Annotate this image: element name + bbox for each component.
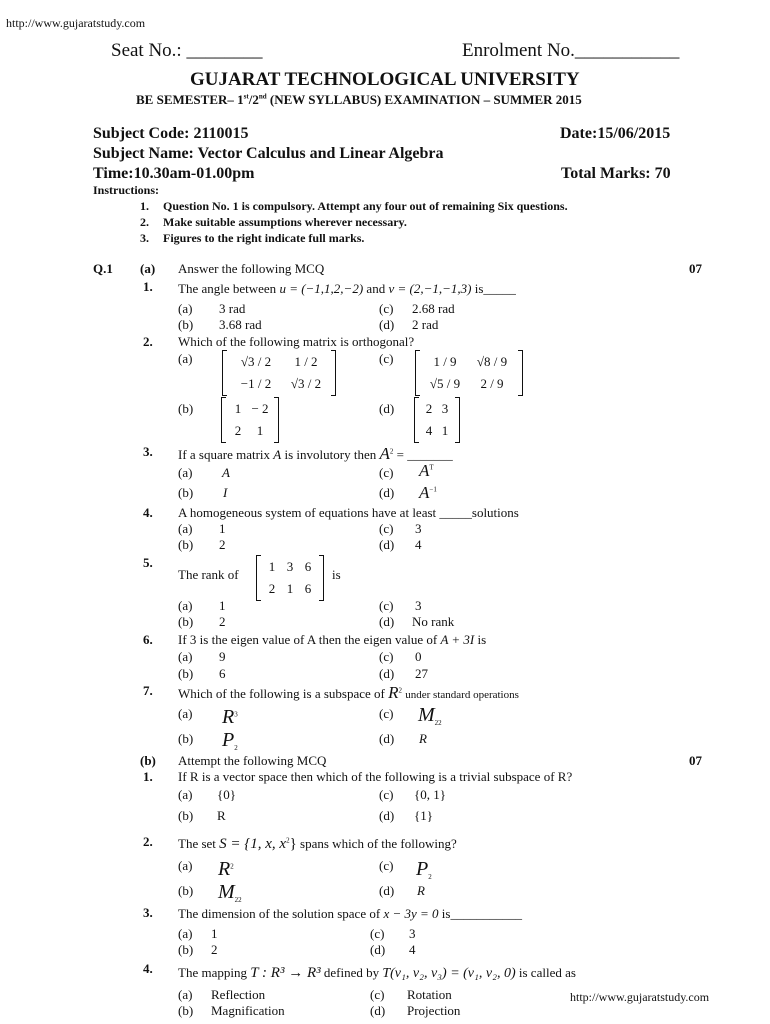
subject-name: Subject Name: Vector Calculus and Linear Algebra — [93, 145, 444, 162]
university-title: GUJARAT TECHNOLOGICAL UNIVERSITY — [190, 69, 580, 90]
option-c: 3 — [415, 521, 422, 536]
q-number: 2. — [143, 834, 153, 849]
enrolment-no: Enrolment No.___________ — [462, 40, 680, 61]
instruction-1: Question No. 1 is compulsory. Attempt any four out of remaining Six questions. — [163, 199, 568, 213]
option-label: (b) — [178, 942, 194, 957]
option-label: (c) — [379, 521, 394, 536]
source-url: http://www.gujaratstudy.com — [6, 16, 146, 30]
option-label: (c) — [379, 706, 394, 721]
option-a: $R^3$ — [222, 706, 238, 728]
part-b-title: Attempt the following MCQ — [178, 753, 327, 768]
option-c: 3 — [415, 598, 422, 613]
option-a: 9 — [219, 649, 226, 664]
option-label: (c) — [370, 926, 385, 941]
option-label: (a) — [178, 926, 193, 941]
q-number: 1. — [143, 279, 153, 294]
instruction-1-num: 1. — [140, 199, 149, 213]
matrix-option-b: 1 − 2 2 1 — [221, 398, 279, 442]
option-label: (c) — [379, 787, 394, 802]
option-label: (d) — [379, 401, 395, 416]
subject-code: Subject Code: 2110015 — [93, 125, 249, 142]
part-b-label: (b) — [140, 753, 156, 768]
question-text: The dimension of the solution space of x − 3y = 0 is___________ — [178, 906, 522, 921]
q-number: 3. — [143, 905, 153, 920]
option-a: A — [222, 465, 230, 480]
matrix-option-a: √3 / 2 1 / 2 −1 / 2 √3 / 2 — [222, 351, 336, 395]
option-label: (c) — [379, 351, 394, 366]
option-label: (c) — [379, 465, 394, 480]
option-label: (d) — [379, 485, 395, 500]
option-b: 2 — [219, 537, 226, 552]
part-a-label: (a) — [140, 261, 156, 276]
option-label: (d) — [370, 942, 386, 957]
q-number: 4. — [143, 505, 153, 520]
option-label: (c) — [379, 649, 394, 664]
option-label: (a) — [178, 465, 193, 480]
option-label: (a) — [178, 858, 193, 873]
option-d: R — [417, 883, 425, 898]
option-b: 2 — [219, 614, 226, 629]
option-a: 3 rad — [219, 301, 246, 316]
option-label: (b) — [178, 401, 194, 416]
option-b: $P_2$ — [222, 729, 238, 753]
option-label: (c) — [379, 301, 394, 316]
option-label: (d) — [370, 1003, 386, 1018]
option-b: I — [223, 485, 228, 500]
option-label: (d) — [379, 537, 395, 552]
question-text: The set S = {1, x, $x^2$} spans which of the following? — [178, 836, 457, 852]
option-a: 1 — [219, 521, 226, 536]
option-label: (a) — [178, 706, 193, 721]
option-label: (d) — [379, 808, 395, 823]
question-text: Which of the following matrix is orthogonal? — [178, 334, 415, 349]
exam-title: BE SEMESTER– 1st/2nd (NEW SYLLABUS) EXAMINATION – SUMMER 2015 — [136, 92, 582, 107]
option-label: (d) — [379, 614, 395, 629]
option-label: (a) — [178, 351, 193, 366]
option-c: $A^T$ — [419, 461, 434, 480]
instruction-3: Figures to the right indicate full marks. — [163, 231, 365, 245]
option-d: Projection — [407, 1003, 461, 1018]
option-a: Reflection — [211, 987, 266, 1002]
total-marks: Total Marks: 70 — [561, 165, 671, 182]
q-number: 3. — [143, 444, 153, 459]
option-a: $R^2$ — [218, 858, 234, 880]
option-label: (b) — [178, 317, 194, 332]
option-c: 3 — [409, 926, 416, 941]
instruction-3-num: 3. — [140, 231, 149, 245]
option-d: No rank — [412, 614, 455, 629]
option-label: (d) — [379, 883, 395, 898]
option-d: 4 — [415, 537, 422, 552]
option-d: 4 — [409, 942, 416, 957]
option-c: $M_{22}$ — [418, 704, 442, 728]
footer-url: http://www.gujaratstudy.com — [570, 990, 710, 1004]
instruction-2: Make suitable assumptions wherever necessary. — [163, 215, 407, 229]
option-b: 2 — [211, 942, 218, 957]
option-label: (b) — [178, 883, 194, 898]
option-c: $P_2$ — [416, 858, 432, 882]
option-label: (d) — [379, 731, 395, 746]
question-text: A homogeneous system of equations have at least _____solutions — [178, 505, 519, 520]
option-label: (a) — [178, 787, 193, 802]
q-number: 6. — [143, 632, 153, 647]
option-d: 27 — [415, 666, 428, 681]
option-label: (b) — [178, 666, 194, 681]
option-d: $A^{-1}$ — [419, 483, 437, 502]
option-label: (a) — [178, 598, 193, 613]
option-label: (d) — [379, 317, 395, 332]
question-label: Q.1 — [93, 261, 113, 276]
option-a: {0} — [217, 787, 236, 802]
exam-time: Time:10.30am-01.00pm — [93, 165, 255, 182]
option-c: 0 — [415, 649, 422, 664]
exam-date: Date:15/06/2015 — [560, 125, 671, 142]
option-c: Rotation — [407, 987, 452, 1002]
question-text: The angle between u = (−1,1,2,−2) and v = (2,−1,−1,3) is_____ — [178, 281, 516, 296]
option-label: (b) — [178, 485, 194, 500]
q-number: 7. — [143, 683, 153, 698]
option-label: (b) — [178, 731, 194, 746]
option-label: (d) — [379, 666, 395, 681]
option-a: 1 — [211, 926, 218, 941]
option-label: (c) — [379, 598, 394, 613]
q-number: 5. — [143, 555, 153, 570]
option-label: (b) — [178, 808, 194, 823]
option-d: R — [419, 731, 427, 746]
option-c: 2.68 rad — [412, 301, 455, 316]
option-label: (b) — [178, 537, 194, 552]
question-text: If R is a vector space then which of the following is a trivial subspace of R? — [178, 769, 573, 784]
option-label: (c) — [379, 858, 394, 873]
question-text: The mapping T : R³ → R³ defined by T(v₁, v₂, v₃) = (v₁, v₂, 0) is called as — [178, 965, 576, 981]
q-number: 4. — [143, 961, 153, 976]
option-label: (a) — [178, 649, 193, 664]
q-number: 2. — [143, 334, 153, 349]
seat-no: Seat No.: ________ — [111, 40, 263, 61]
question-text: The rank of — [178, 567, 239, 582]
instruction-2-num: 2. — [140, 215, 149, 229]
option-a: 1 — [219, 598, 226, 613]
option-label: (c) — [370, 987, 385, 1002]
option-label: (b) — [178, 1003, 194, 1018]
q-number: 1. — [143, 769, 153, 784]
option-b: Magnification — [211, 1003, 285, 1018]
option-label: (b) — [178, 614, 194, 629]
option-b: $M_{22}$ — [218, 881, 242, 905]
question-text: If 3 is the eigen value of A then the eigen value of A + 3I is — [178, 632, 487, 647]
option-b: 6 — [219, 666, 226, 681]
question-text: If a square matrix A is involutory then $A^2$ = _______ — [178, 444, 453, 463]
matrix-option-c: 1 / 9 √8 / 9 √5 / 9 2 / 9 — [415, 351, 523, 395]
instructions-label: Instructions: — [93, 183, 160, 197]
part-a-title: Answer the following MCQ — [178, 261, 325, 276]
part-b-marks: 07 — [689, 753, 702, 768]
option-c: {0, 1} — [414, 787, 446, 802]
matrix-option-d: 2 3 4 1 — [414, 398, 460, 442]
question-text: Which of the following is a subspace of $R^2$ under standard operations — [178, 683, 519, 702]
option-label: (a) — [178, 301, 193, 316]
option-label: (a) — [178, 987, 193, 1002]
option-d: 2 rad — [412, 317, 439, 332]
rank-matrix: 1 3 6 2 1 6 — [256, 556, 324, 600]
option-b: R — [217, 808, 226, 823]
option-b: 3.68 rad — [219, 317, 262, 332]
question-text-end: is — [332, 567, 341, 582]
option-d: {1} — [414, 808, 433, 823]
part-a-marks: 07 — [689, 261, 702, 276]
option-label: (a) — [178, 521, 193, 536]
